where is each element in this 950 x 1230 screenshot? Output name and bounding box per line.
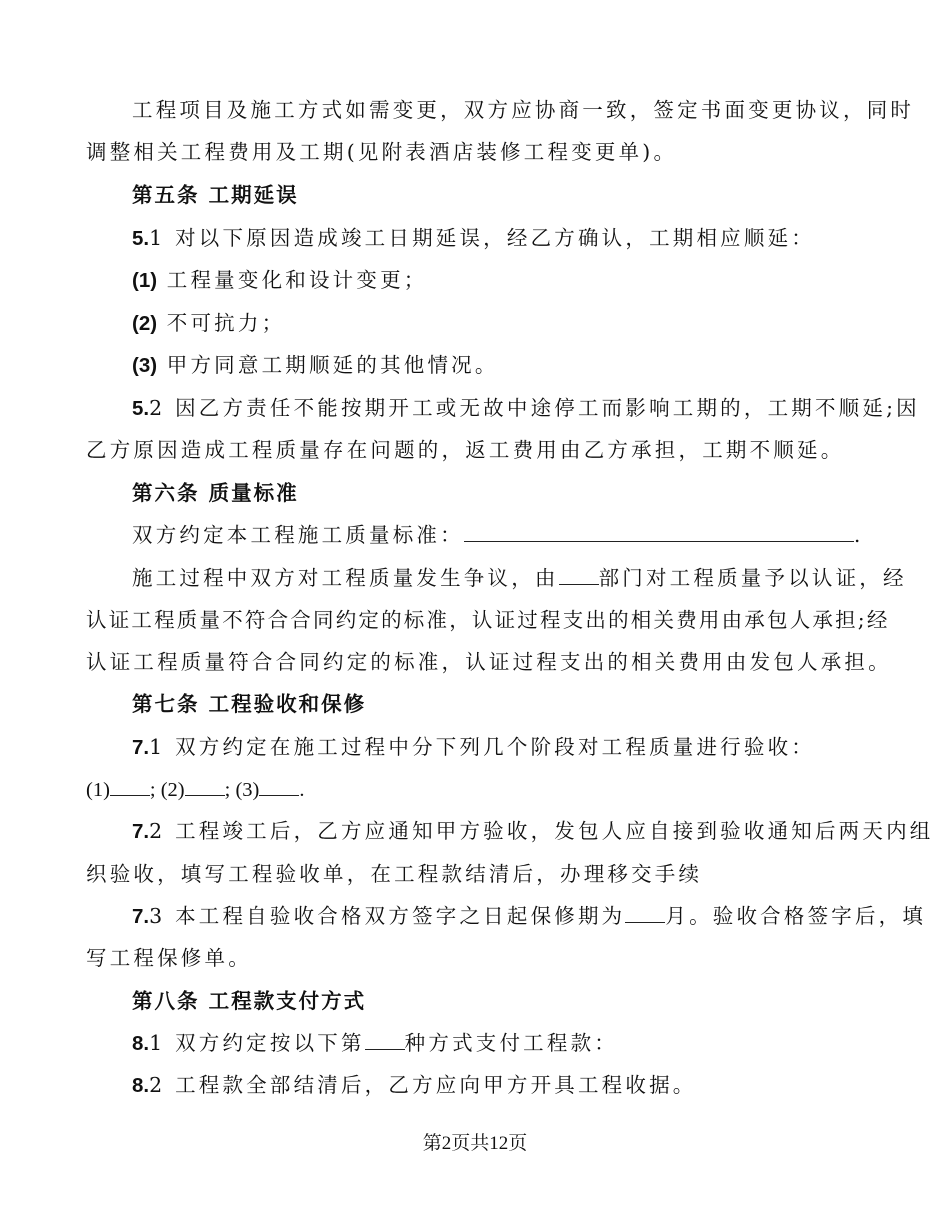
fill-blank <box>259 775 299 796</box>
paragraph-line: 乙方原因造成工程质量存在问题的，返工费用由乙方承担，工期不顺延。 <box>86 438 845 462</box>
section-heading-5: 第五条 工期延误 <box>132 183 299 207</box>
paragraph-line: 织验收，填写工程验收单，在工程款结清后，办理移交手续 <box>86 862 703 886</box>
fill-blank <box>464 521 854 542</box>
clause-7-3: 7.3 本工程自验收合格双方签字之日起保修期为 月。验收合格签字后，填 <box>132 904 927 928</box>
clause-5-2: 5.2 因乙方责任不能按期开工或无故中途停工而影响工期的，工期不顺延;因 <box>132 396 920 420</box>
list-item: (2) 不可抗力； <box>132 311 286 335</box>
paragraph-line: 认证工程质量符合合同约定的标准，认证过程支出的相关费用由发包人承担。 <box>86 650 892 674</box>
fill-blank <box>365 1029 405 1050</box>
page-number-footer: 第2页共12页 <box>422 1133 528 1154</box>
clause-7-2: 7.2 工程竣工后，乙方应通知甲方验收，发包人应自接到验收通知后两天内组 <box>132 819 934 843</box>
clause-8-2: 8.2 工程款全部结清后，乙方应向甲方开具工程收据。 <box>132 1073 697 1097</box>
section-heading-7: 第七条 工程验收和保修 <box>132 692 367 716</box>
fill-blank <box>559 564 599 585</box>
stage-list: (1) ; (2) ; (3) . <box>86 775 305 804</box>
fill-blank <box>625 902 665 923</box>
clause-7-1: 7.1 双方约定在施工过程中分下列几个阶段对工程质量进行验收： <box>132 735 815 759</box>
paragraph-line: 调整相关工程费用及工期(见附表酒店装修工程变更单)。 <box>86 140 678 164</box>
list-item: (3) 甲方同意工期顺延的其他情况。 <box>132 353 499 377</box>
list-item: (1) 工程量变化和设计变更； <box>132 268 428 292</box>
paragraph-line: 工程项目及施工方式如需变更，双方应协商一致，签定书面变更协议，同时 <box>132 98 915 122</box>
clause-5-1: 5.1 对以下原因造成竣工日期延误，经乙方确认，工期相应顺延： <box>132 226 815 250</box>
clause-8-1: 8.1 双方约定按以下第 种方式支付工程款： <box>132 1031 618 1055</box>
paragraph-line: 写工程保修单。 <box>86 946 252 970</box>
fill-blank <box>185 775 225 796</box>
fill-blank <box>110 775 150 796</box>
paragraph-line: 认证工程质量不符合合同约定的标准，认证过程支出的相关费用由承包人承担;经 <box>86 608 890 632</box>
paragraph-line: 施工过程中双方对工程质量发生争议，由 部门对工程质量予以认证，经 <box>132 566 907 590</box>
section-heading-8: 第八条 工程款支付方式 <box>132 989 367 1013</box>
quality-standard-line: 双方约定本工程施工质量标准： . <box>132 523 864 547</box>
section-heading-6: 第六条 质量标准 <box>132 481 299 505</box>
